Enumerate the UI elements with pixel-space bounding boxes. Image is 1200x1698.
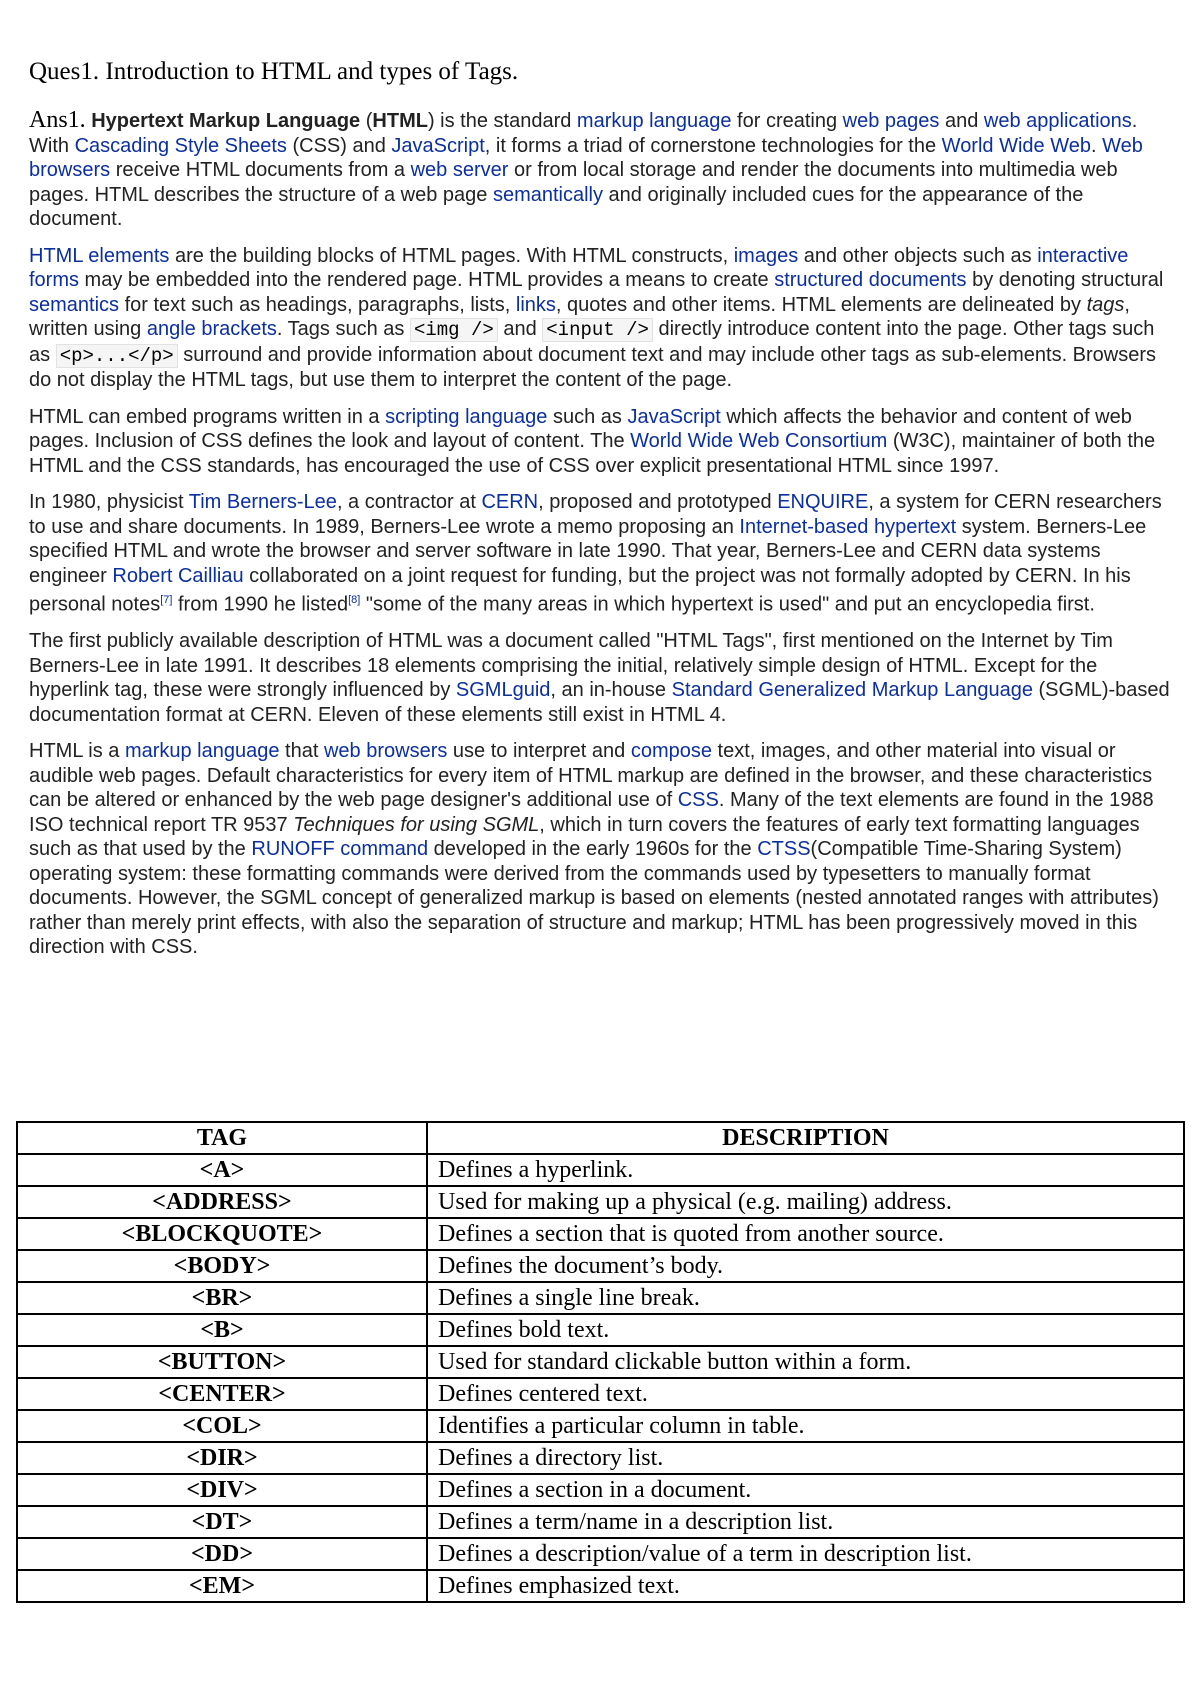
tag-cell: <B> xyxy=(17,1314,427,1346)
paragraph-elements xyxy=(29,244,1179,393)
link-hypertext[interactable]: hypertext xyxy=(873,515,957,538)
link-scripting-language[interactable]: scripting language xyxy=(385,405,548,428)
table-row xyxy=(17,1442,1184,1474)
text: , a system for CERN researchers to use and share documents. In 1989, Berners-Lee wrote a memo proposing an xyxy=(29,491,1162,538)
code-input-tag: <input /> xyxy=(542,318,653,342)
text: (W3C), maintainer of both the HTML and the CSS standards, has encouraged the use of CSS over explicit presentational HTML since 1997. xyxy=(29,430,1156,477)
link-images[interactable]: images xyxy=(733,244,799,267)
table-header-row xyxy=(17,1122,1184,1154)
tag-cell: <BLOCKQUOTE> xyxy=(17,1218,427,1250)
paragraph-scripting xyxy=(29,405,1179,479)
description-cell: Defines a section that is quoted from another source. xyxy=(427,1218,1184,1250)
link-css[interactable]: Cascading Style Sheets xyxy=(74,134,287,157)
description-cell: Defines a single line break. xyxy=(427,1282,1184,1314)
tag-cell: <DIR> xyxy=(17,1442,427,1474)
description-cell: Used for making up a physical (e.g. mailing) address. xyxy=(427,1186,1184,1218)
link-html-elements[interactable]: HTML elements xyxy=(29,244,170,267)
table-row xyxy=(17,1570,1184,1602)
paragraph-intro xyxy=(29,108,1179,232)
link-sgmlguid[interactable]: SGMLguid xyxy=(455,679,551,702)
text: receive HTML documents from a xyxy=(110,159,411,181)
text: , it forms a triad of cornerstone technologies for the xyxy=(484,134,942,157)
table-row xyxy=(17,1154,1184,1186)
text: , quotes and other items. HTML elements are delineated by xyxy=(555,293,1087,316)
text: and xyxy=(939,110,984,132)
text: ) is the standard xyxy=(427,110,577,132)
table-row xyxy=(17,1218,1184,1250)
table-row xyxy=(17,1250,1184,1282)
text: surround and provide information about document text and may include other tags as sub-elements. Browsers do not display the HTML tags, but use them to interpret the content of the page. xyxy=(29,343,1157,391)
text: . xyxy=(1090,134,1103,157)
text: such as xyxy=(547,405,628,428)
link-web-pages[interactable]: web pages xyxy=(842,110,940,132)
text: HTML is a xyxy=(29,740,125,763)
tag-cell: <DT> xyxy=(17,1506,427,1538)
link-css-2[interactable]: CSS xyxy=(677,789,719,812)
text: "some of the many areas in which hypertext is used" and put an encyclopedia first. xyxy=(360,593,1095,616)
tag-cell: <COL> xyxy=(17,1410,427,1442)
tag-cell: <BUTTON> xyxy=(17,1346,427,1378)
paragraph-markup xyxy=(29,739,1179,960)
link-tim-berners-lee[interactable]: Tim Berners-Lee xyxy=(188,491,337,513)
text: HTML can embed programs written in a xyxy=(29,405,386,428)
text: or from local storage and render the documents into multimedia web pages. HTML describes the structure of a web page xyxy=(29,159,1118,206)
term-bold: Hypertext Markup Language xyxy=(91,110,361,132)
link-web-applications[interactable]: web applications xyxy=(983,110,1132,132)
header-description: DESCRIPTION xyxy=(427,1122,1184,1154)
citation-8[interactable]: [8] xyxy=(348,594,361,606)
citation-7[interactable]: [7] xyxy=(160,594,173,606)
text: for text such as headings, paragraphs, lists, xyxy=(119,293,516,316)
text: by denoting structural xyxy=(966,269,1164,291)
link-internet-based[interactable]: Internet-based xyxy=(739,515,869,538)
link-angle-brackets[interactable]: angle brackets xyxy=(146,318,277,340)
tag-cell: <ADDRESS> xyxy=(17,1186,427,1218)
link-web-server[interactable]: web server xyxy=(410,159,509,181)
link-world-wide-web[interactable]: World Wide Web xyxy=(941,134,1091,157)
description-cell: Defines a directory list. xyxy=(427,1442,1184,1474)
link-compose[interactable]: compose xyxy=(630,740,712,763)
text: (SGML)-based documentation format at CERN. Eleven of these elements still exist in HTML 4. xyxy=(29,679,1170,726)
description-cell: Defines emphasized text. xyxy=(427,1570,1184,1602)
link-javascript-2[interactable]: JavaScript xyxy=(627,405,721,428)
tags-table xyxy=(16,1121,1185,1603)
code-p-tag: <p>...</p> xyxy=(56,344,178,368)
table-row xyxy=(17,1282,1184,1314)
text: . Many of the text elements are found in the 1988 ISO technical report TR 9537 xyxy=(29,789,1154,836)
text: that xyxy=(279,740,324,763)
description-cell: Defines a section in a document. xyxy=(427,1474,1184,1506)
link-ctss[interactable]: CTSS xyxy=(757,838,811,861)
description-cell: Defines a term/name in a description list. xyxy=(427,1506,1184,1538)
text: and xyxy=(497,318,543,340)
table-row xyxy=(17,1186,1184,1218)
text: The first publicly available description of HTML was a document called "HTML Tags", first mentioned on the Internet by Tim Berners-Lee in late 1991. It describes 18 elements comprising the initial, relatively simple design of HTML. Except for the hyperlink tag, these were strongly influenced by xyxy=(29,630,1113,702)
table-row xyxy=(17,1538,1184,1570)
text: , a contractor at xyxy=(336,491,482,513)
tag-cell: <DIV> xyxy=(17,1474,427,1506)
description-cell: Defines a description/value of a term in description list. xyxy=(427,1538,1184,1570)
link-enquire[interactable]: ENQUIRE xyxy=(777,491,869,513)
text: system. Berners-Lee specified HTML and wrote the browser and server software in late 1990. That year, Berners-Lee and CERN data systems engineer xyxy=(29,515,1147,587)
answer-label: Ans1. xyxy=(29,107,86,133)
link-javascript[interactable]: JavaScript xyxy=(391,134,485,157)
description-cell: Defines the document’s body. xyxy=(427,1250,1184,1282)
text: (CSS) and xyxy=(286,134,392,157)
description-cell: Identifies a particular column in table. xyxy=(427,1410,1184,1442)
table-row xyxy=(17,1506,1184,1538)
table-row xyxy=(17,1474,1184,1506)
text: , an in-house xyxy=(550,679,672,702)
description-cell: Used for standard clickable button within a form. xyxy=(427,1346,1184,1378)
table-row xyxy=(17,1314,1184,1346)
link-web-browsers[interactable]: Web browsers xyxy=(29,134,1143,181)
text: and originally included cues for the appearance of the document. xyxy=(29,183,1084,230)
tag-cell: <BODY> xyxy=(17,1250,427,1282)
paragraph-history xyxy=(29,490,1179,617)
text: text, images, and other material into visual or audible web pages. Default characteristics for every item of HTML markup are defined in the browser, and these characteristics can be altered or enhanced by the web page designer's additional use of xyxy=(29,740,1153,812)
text: which affects the behavior and content of web pages. Inclusion of CSS defines the look and layout of content. The xyxy=(29,405,1132,452)
table-row xyxy=(17,1378,1184,1410)
text: In 1980, physicist xyxy=(29,491,189,513)
table-row xyxy=(17,1410,1184,1442)
text: ( xyxy=(360,110,373,132)
link-structured-documents[interactable]: structured documents xyxy=(774,269,967,291)
answer-body xyxy=(29,108,1179,972)
text: , which in turn covers the features of early text formatting languages such as that used by the xyxy=(29,813,1140,861)
link-semantics[interactable]: semantics xyxy=(29,293,120,316)
text: and other objects such as xyxy=(798,244,1038,267)
code-img-tag: <img /> xyxy=(410,318,498,342)
text: directly introduce content into the page. Other tags such as xyxy=(29,318,1155,366)
text: use to interpret and xyxy=(447,740,631,763)
tag-cell: <DD> xyxy=(17,1538,427,1570)
text: , proposed and prototyped xyxy=(538,491,778,513)
link-semantically[interactable]: semantically xyxy=(492,183,603,206)
text: . Tags such as xyxy=(276,318,410,340)
question-heading: Ques1. Introduction to HTML and types of Tags. xyxy=(29,58,519,85)
paragraph-first-description xyxy=(29,629,1179,727)
header-tag: TAG xyxy=(17,1122,427,1154)
table-row xyxy=(17,1346,1184,1378)
text: may be embedded into the rendered page. HTML provides a means to create xyxy=(79,269,775,291)
description-cell: Defines a hyperlink. xyxy=(427,1154,1184,1186)
text: for creating xyxy=(731,110,843,132)
text: from 1990 he listed xyxy=(172,593,349,616)
text: , written using xyxy=(29,293,1130,340)
emphasis-tags: tags xyxy=(1086,293,1125,316)
link-sgml[interactable]: Standard Generalized Markup Language xyxy=(671,679,1033,702)
text: are the building blocks of HTML pages. With HTML constructs, xyxy=(169,244,734,267)
tag-cell: <A> xyxy=(17,1154,427,1186)
abbr-bold: HTML xyxy=(372,110,428,132)
tag-cell: <CENTER> xyxy=(17,1378,427,1410)
text: collaborated on a joint request for funding, but the project was not formally adopted by CERN. In his personal notes xyxy=(29,564,1131,616)
text: (Compatible Time-Sharing System) operating system: these formatting commands were derived from the commands used by typesetters to manually format documents. However, the SGML concept of generalized markup is based on elements (nested annotated ranges with attributes) rather than merely print effects, with also the separation of structure and markup; HTML has been progressively moved in this direction with CSS. xyxy=(29,838,1159,959)
description-cell: Defines centered text. xyxy=(427,1378,1184,1410)
link-interactive-forms[interactable]: interactive forms xyxy=(29,244,1129,291)
description-cell: Defines bold text. xyxy=(427,1314,1184,1346)
link-web-browsers-2[interactable]: web browsers xyxy=(323,740,448,763)
link-robert-cailliau[interactable]: Robert Cailliau xyxy=(112,564,244,587)
text: . With xyxy=(29,110,1138,157)
link-links[interactable]: links xyxy=(515,293,556,316)
text: developed in the early 1960s for the xyxy=(428,838,758,861)
link-runoff-command[interactable]: RUNOFF command xyxy=(251,838,429,861)
link-markup-language-2[interactable]: markup language xyxy=(124,740,280,763)
tag-cell: <EM> xyxy=(17,1570,427,1602)
link-cern[interactable]: CERN xyxy=(481,491,539,513)
link-w3c[interactable]: World Wide Web Consortium xyxy=(630,430,888,452)
tag-cell: <BR> xyxy=(17,1282,427,1314)
emphasis-techniques: Techniques for using SGML xyxy=(293,813,540,836)
link-markup-language[interactable]: markup language xyxy=(576,110,732,132)
